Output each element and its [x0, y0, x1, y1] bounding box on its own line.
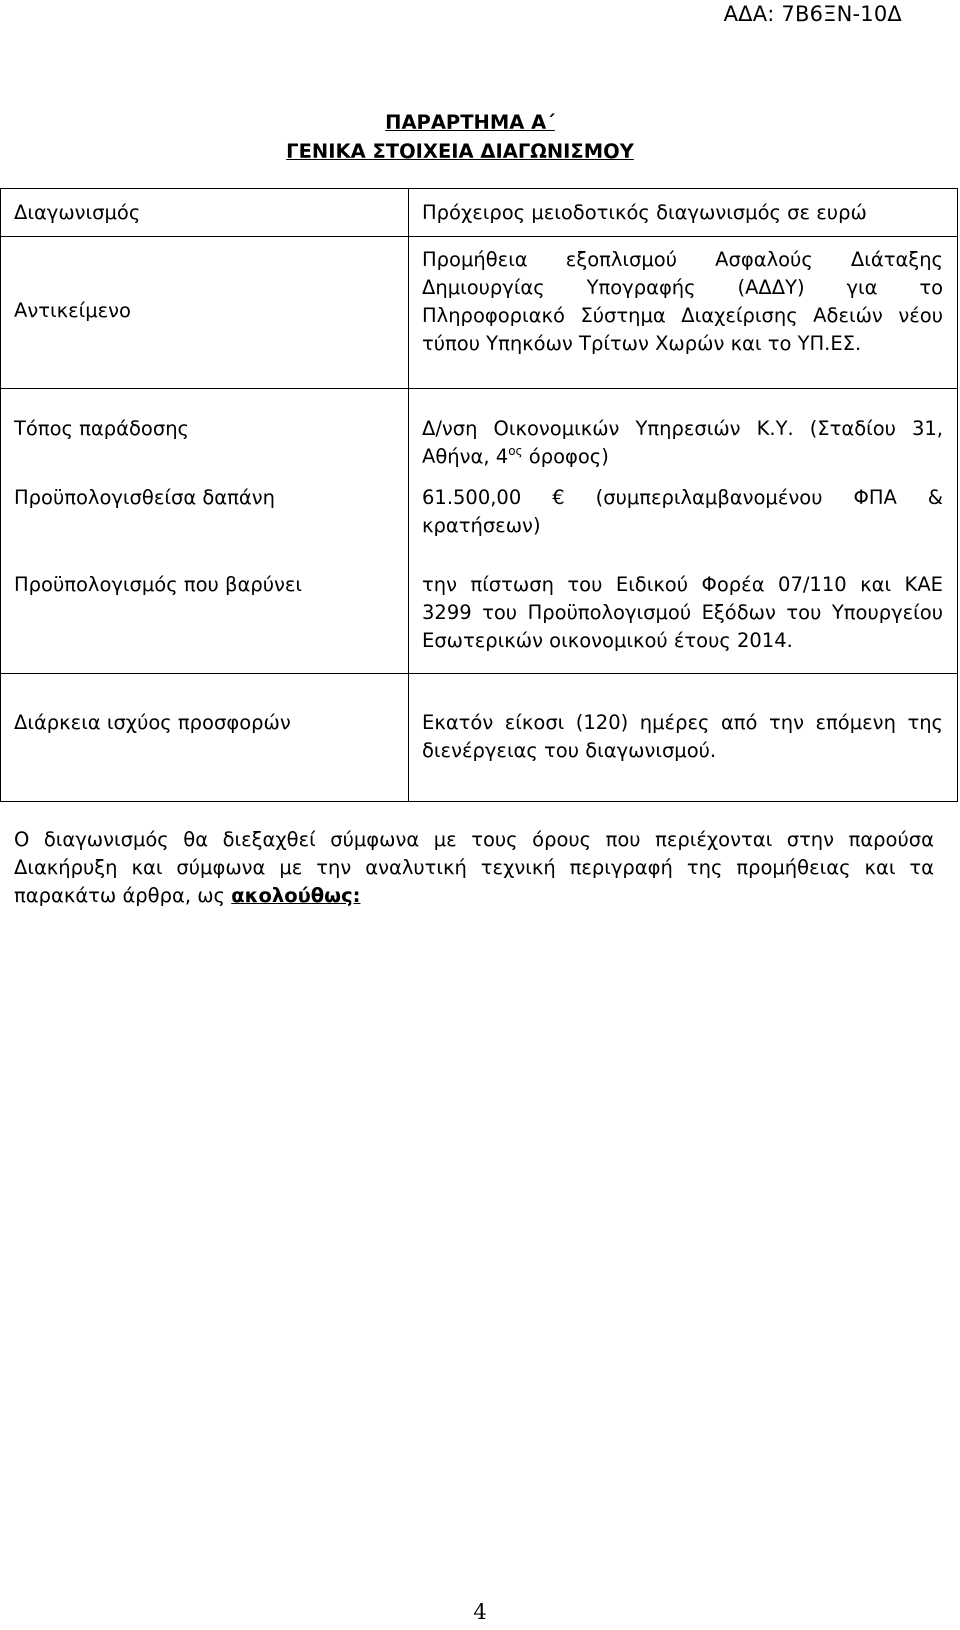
- emphasis-text: ακολούθως:: [231, 884, 361, 907]
- table-row-value: Προμήθεια εξοπλισμού Ασφαλούς Διάταξης Δημιουργίας Υπογραφής (ΑΔΔΥ) για το Πληροφοριακό Σύστημα Διαχείρισης Αδειών νέου τύπου Υπηκόων Τρίτων Χωρών και το ΥΠ.ΕΣ.: [422, 248, 943, 355]
- table-row-value: την πίστωση του Ειδικού Φορέα 07/110 και ΚΑΕ 3299 του Προϋπολογισμού Εξόδων του Υπουργείου Εσωτερικών οικονομικού έτους 2014.: [422, 573, 943, 652]
- body-paragraph: Ο διαγωνισμός θα διεξαχθεί σύμφωνα με τους όρους που περιέχονται στην παρούσα Διακήρυξη και σύμφωνα με την αναλυτική τεχνική περιγραφή της προμήθειας και τα παρακάτω άρθρα, ως ακολούθως:: [14, 828, 934, 907]
- table-row-label: Τόπος παράδοσης: [14, 417, 190, 440]
- table-row-label: Διάρκεια ισχύος προσφορών: [14, 711, 291, 734]
- table-row-label: Προϋπολογισμός που βαρύνει: [14, 573, 303, 596]
- page-number: 4: [473, 1600, 487, 1624]
- table-row-value: Δ/νση Οικονομικών Υπηρεσιών Κ.Υ. (Σταδίου 31, Αθήνα, $4^{o\varsigma}$ όροφος): [422, 417, 943, 468]
- table-row-divider: [0, 388, 957, 389]
- table-column-divider: [408, 188, 409, 801]
- table-row-divider: [0, 673, 957, 674]
- annex-subtitle: ΓΕΝΙΚΑ ΣΤΟΙΧΕΙΑ ΔΙΑΓΩΝΙΣΜΟΥ: [286, 140, 634, 163]
- table-row-label: Προϋπολογισθείσα δαπάνη: [14, 486, 276, 509]
- ada-code: ΑΔΑ: 7Β6ΞΝ-10Δ: [723, 2, 902, 26]
- table-row-label: Διαγωνισμός: [14, 201, 141, 224]
- table-row-value: 61.500,00 € (συμπεριλαμβανομένου ΦΠΑ & κρατήσεων): [422, 486, 943, 537]
- document-title: [0, 108, 960, 166]
- table-row-divider: [0, 236, 957, 237]
- table-row-value: Πρόχειρος μειοδοτικός διαγωνισμός σε ευρώ: [422, 201, 867, 224]
- table-row-label: Αντικείμενο: [14, 299, 131, 322]
- annex-title: ΠΑΡΑΡΤΗΜΑ Α΄: [385, 111, 555, 134]
- table-row-value: Εκατόν είκοσι (120) ημέρες από την επόμενη της διενέργειας του διαγωνισμού.: [422, 711, 943, 762]
